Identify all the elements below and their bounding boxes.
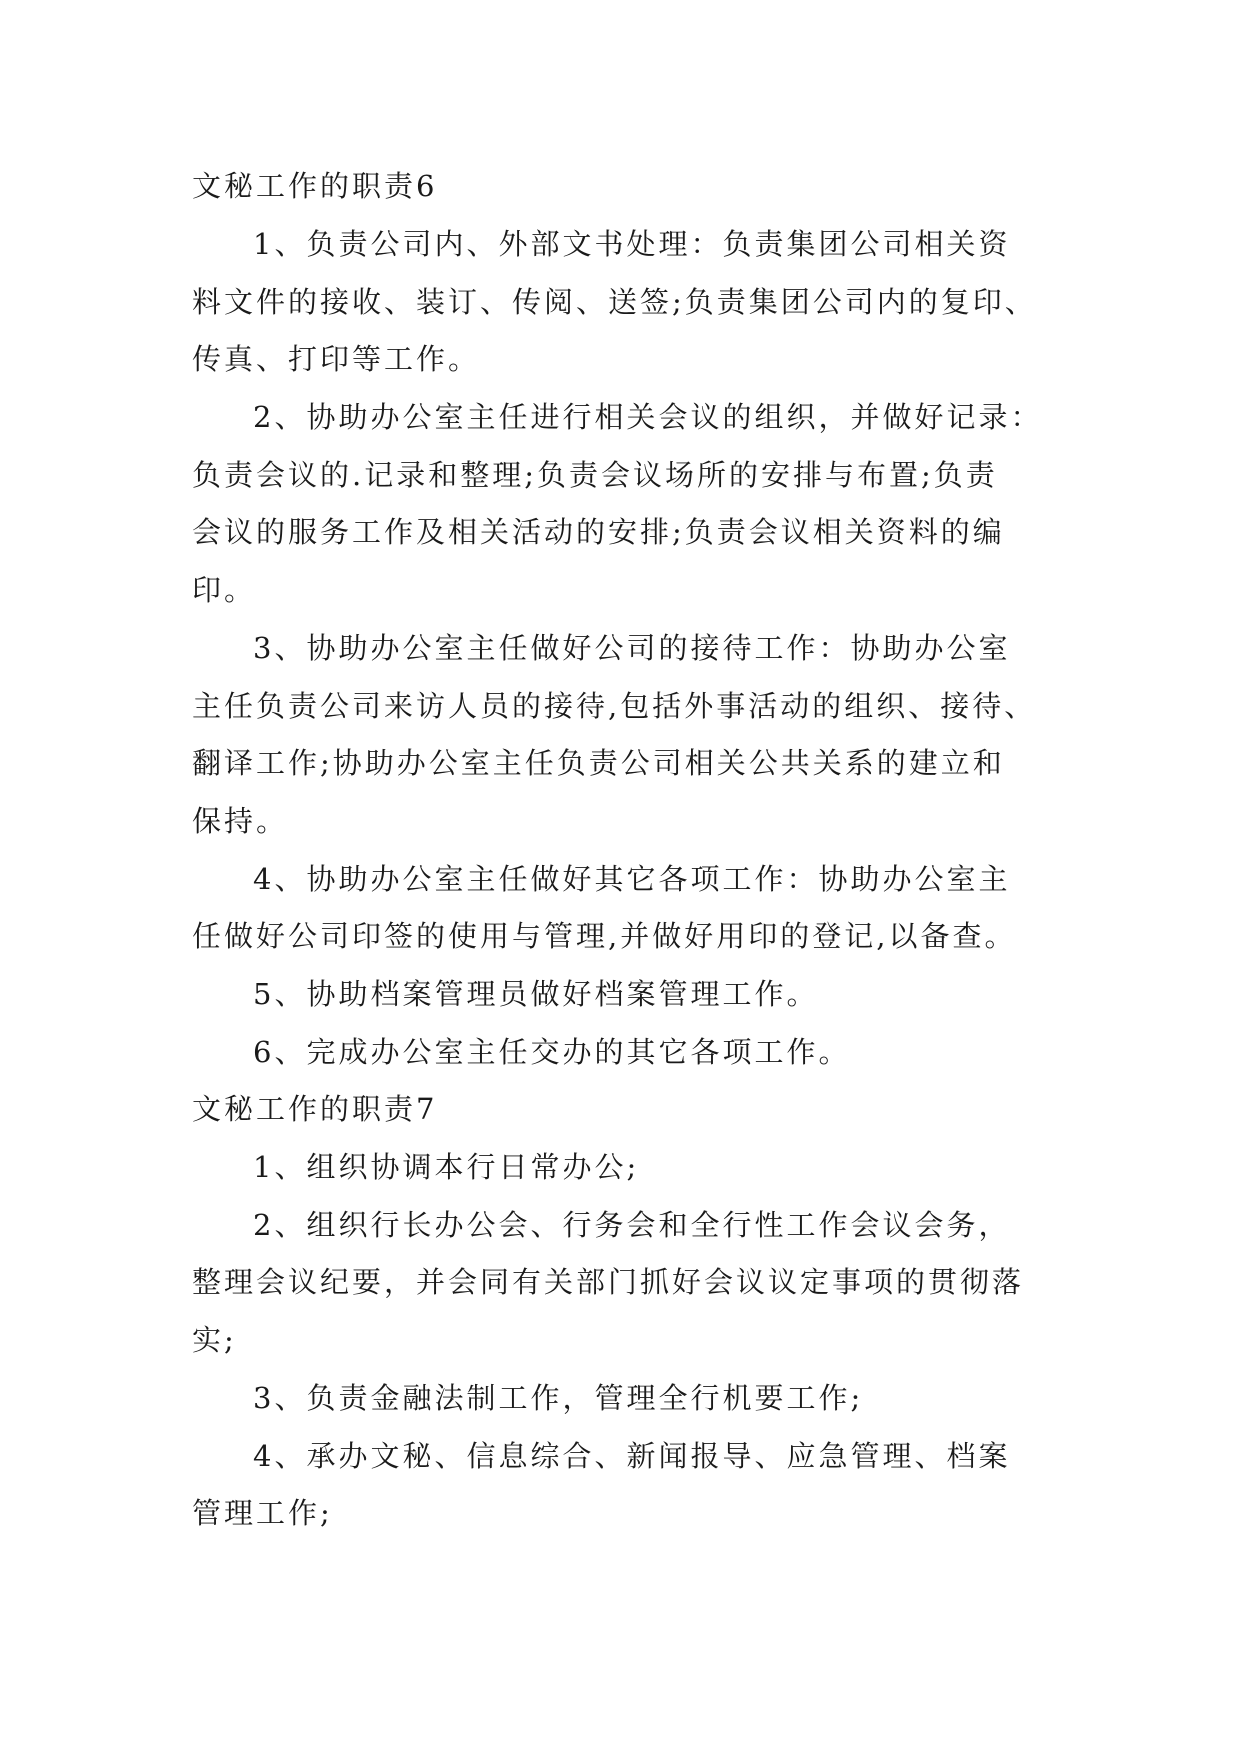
paragraph-line: 4、承办文秘、信息综合、新闻报导、应急管理、档案 [253,1439,1011,1473]
paragraph-line: 翻译工作;协助办公室主任负责公司相关公共关系的建立和 [192,746,1005,780]
paragraph-line: 整理会议纪要，并会同有关部门抓好会议议定事项的贯彻落 [192,1265,1025,1299]
paragraph-line: 实; [192,1323,237,1357]
section-heading-7: 文秘工作的职责7 [192,1092,438,1126]
paragraph-line: 3、负责金融法制工作，管理全行机要工作; [253,1381,864,1415]
paragraph-line: 5、协助档案管理员做好档案管理工作。 [253,977,819,1011]
paragraph-line: 会议的服务工作及相关活动的安排;负责会议相关资料的编 [192,515,1005,549]
paragraph-line: 传真、打印等工作。 [192,342,481,376]
paragraph-line: 3、协助办公室主任做好公司的接待工作：协助办公室 [253,631,1011,665]
paragraph-line: 4、协助办公室主任做好其它各项工作：协助办公室主 [253,862,1011,896]
paragraph-line: 主任负责公司来访人员的接待,包括外事活动的组织、接待、 [192,689,1037,723]
paragraph-line: 2、协助办公室主任进行相关会议的组织，并做好记录： [253,400,1043,434]
section-heading-6: 文秘工作的职责6 [192,169,438,203]
paragraph-line: 6、完成办公室主任交办的其它各项工作。 [253,1035,851,1069]
paragraph-line: 料文件的接收、装订、传阅、送签;负责集团公司内的复印、 [192,285,1037,319]
paragraph-line: 任做好公司印签的使用与管理,并做好用印的登记,以备查。 [192,919,1017,953]
paragraph-line: 1、负责公司内、外部文书处理：负责集团公司相关资 [253,227,1011,261]
paragraph-line: 管理工作; [192,1496,333,1530]
paragraph-line: 2、组织行长办公会、行务会和全行性工作会议会务， [253,1208,1011,1242]
paragraph-line: 1、组织协调本行日常办公; [253,1150,640,1184]
paragraph-line: 负责会议的.记录和整理;负责会议场所的安排与布置;负责 [192,458,998,492]
paragraph-line: 保持。 [192,804,289,838]
paragraph-line: 印。 [192,573,257,607]
